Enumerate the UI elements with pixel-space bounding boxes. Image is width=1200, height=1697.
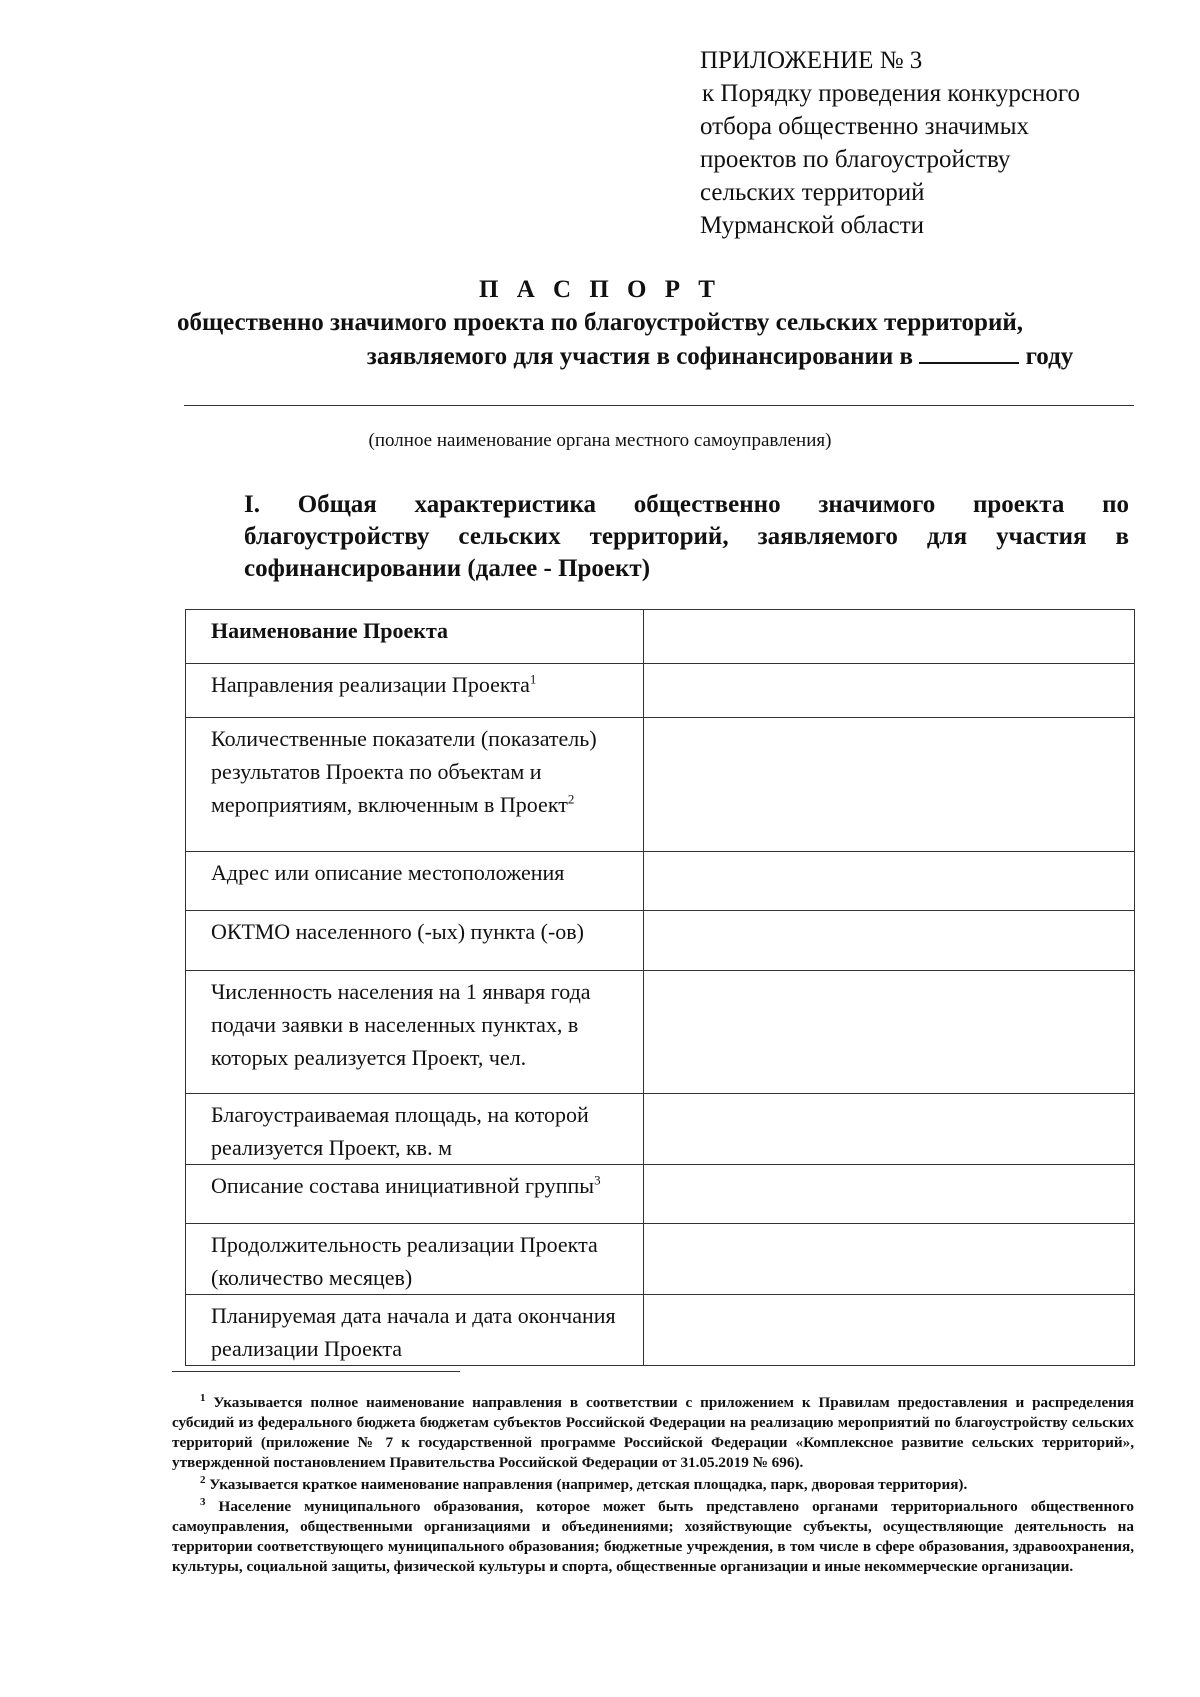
footnote-separator xyxy=(172,1371,460,1372)
row-value-cell[interactable] xyxy=(644,1295,1135,1366)
row-value-cell[interactable] xyxy=(644,911,1135,971)
row-label xyxy=(186,911,644,971)
row-label xyxy=(186,1295,644,1366)
appendix-line: ПРИЛОЖЕНИЕ № 3 xyxy=(700,47,923,74)
row-value-cell[interactable] xyxy=(644,1165,1135,1224)
footnote-number: 3 xyxy=(200,1495,206,1508)
table-row xyxy=(186,610,1135,664)
row-label-text: Направления реализации Проекта xyxy=(211,672,530,697)
row-label xyxy=(186,1224,644,1295)
row-value-cell[interactable] xyxy=(644,852,1135,911)
organization-name-line xyxy=(184,405,1134,406)
appendix-line: к Порядку проведения конкурсного xyxy=(702,80,1080,107)
appendix-header xyxy=(700,44,1080,242)
table-row xyxy=(186,971,1135,1094)
row-value-cell[interactable] xyxy=(644,1224,1135,1295)
footnote-number: 1 xyxy=(200,1391,206,1404)
row-label xyxy=(186,664,644,718)
footnote-ref: 1 xyxy=(529,671,537,687)
row-value-cell[interactable] xyxy=(644,610,1135,664)
document-title: П А С П О Р Т xyxy=(479,276,721,303)
row-label xyxy=(186,971,644,1094)
footnote xyxy=(172,1497,1134,1577)
table-row xyxy=(186,1165,1135,1224)
footnote xyxy=(172,1475,1134,1495)
year-blank-field[interactable] xyxy=(919,342,1019,364)
organization-caption: (полное наименование органа местного самоуправления) xyxy=(368,430,832,451)
document-subtitle-line3 xyxy=(120,342,1200,371)
row-label-text: Численность населения на 1 января года подачи заявки в населенных пунктах, в которых реализуется Проект, чел. xyxy=(211,979,591,1070)
appendix-line: отбора общественно значимых xyxy=(700,113,1030,140)
row-label-text: Благоустраиваемая площадь, на которой реализуется Проект, кв. м xyxy=(211,1102,589,1160)
appendix-line: проектов по благоустройству xyxy=(700,146,1011,173)
section-heading-line: I. Общая характеристика общественно значимого проекта по xyxy=(244,491,1129,518)
row-label xyxy=(186,1094,644,1165)
footnote xyxy=(172,1393,1134,1473)
row-label xyxy=(186,610,644,664)
row-label xyxy=(186,1165,644,1224)
appendix-line: Мурманской области xyxy=(700,212,925,239)
table-row xyxy=(186,718,1135,852)
footnote-ref: 2 xyxy=(567,791,575,807)
table-row xyxy=(186,852,1135,911)
footnote-number: 2 xyxy=(200,1473,206,1486)
footnote-text: Население муниципального образования, которое может быть представлено органами территориального общественного самоуправления, общественными организациями и объединениями; хозяйствующие субъекты, осуществляющие деятельность на территории соответствующего муниципального образования; бюджетные учреждения, в том числе в сфере образования, здравоохранения, культуры, социальной защиты, физической культуры и спорта, общественные организации и иные некоммерческие организации. xyxy=(172,1498,1134,1575)
section-heading-line: софинансировании (далее - Проект) xyxy=(244,555,651,582)
row-label-text: Продолжительность реализации Проекта (количество месяцев) xyxy=(211,1232,598,1290)
table-row xyxy=(186,1295,1135,1366)
row-label xyxy=(186,852,644,911)
row-value-cell[interactable] xyxy=(644,718,1135,852)
row-value-cell[interactable] xyxy=(644,971,1135,1094)
row-label-text: Количественные показатели (показатель) результатов Проекта по объектам и мероприятиям, включенным в Проект xyxy=(211,726,597,817)
row-label-text: Планируемая дата начала и дата окончания реализации Проекта xyxy=(211,1303,616,1361)
subtitle-text: заявляемого для участия в софинансировании в xyxy=(366,343,914,370)
table-row xyxy=(186,1094,1135,1165)
passport-table xyxy=(185,609,1135,1366)
appendix-line: сельских территорий xyxy=(700,179,925,206)
footnotes xyxy=(172,1393,1134,1579)
table-row xyxy=(186,1224,1135,1295)
row-label-text: Описание состава инициативной группы xyxy=(211,1173,595,1198)
section-heading xyxy=(244,489,1129,585)
footnote-text: Указывается краткое наименование направления (например, детская площадка, парк, дворовая территория). xyxy=(209,1476,968,1493)
footnote-ref: 3 xyxy=(594,1172,601,1188)
document-subtitle: общественно значимого проекта по благоустройству сельских территорий, xyxy=(176,309,1024,336)
row-value-cell[interactable] xyxy=(644,1094,1135,1165)
section-heading-line: благоустройству сельских территорий, заявляемого для участия в xyxy=(244,523,1129,550)
footnote-text: Указывается полное наименование направления в соответствии с приложением к Правилам предоставления и распределения субсидий из федерального бюджета бюджетам субъектов Российской Федерации на реализацию мероприятий по благоустройству сельских территорий (приложение № 7 к государственной программе Российской Федерации «Комплексное развитие сельских территорий», утвержденной постановлением Правительства Российской Федерации от 31.05.2019 № 696). xyxy=(172,1394,1135,1471)
row-value-cell[interactable] xyxy=(644,664,1135,718)
row-label-text: Наименование Проекта xyxy=(211,618,449,643)
row-label xyxy=(186,718,644,852)
subtitle-year-word: году xyxy=(1025,343,1074,370)
row-label-text: ОКТМО населенного (-ых) пункта (-ов) xyxy=(211,919,584,944)
table-row xyxy=(186,664,1135,718)
row-label-text: Адрес или описание местоположения xyxy=(211,860,565,885)
table-row xyxy=(186,911,1135,971)
